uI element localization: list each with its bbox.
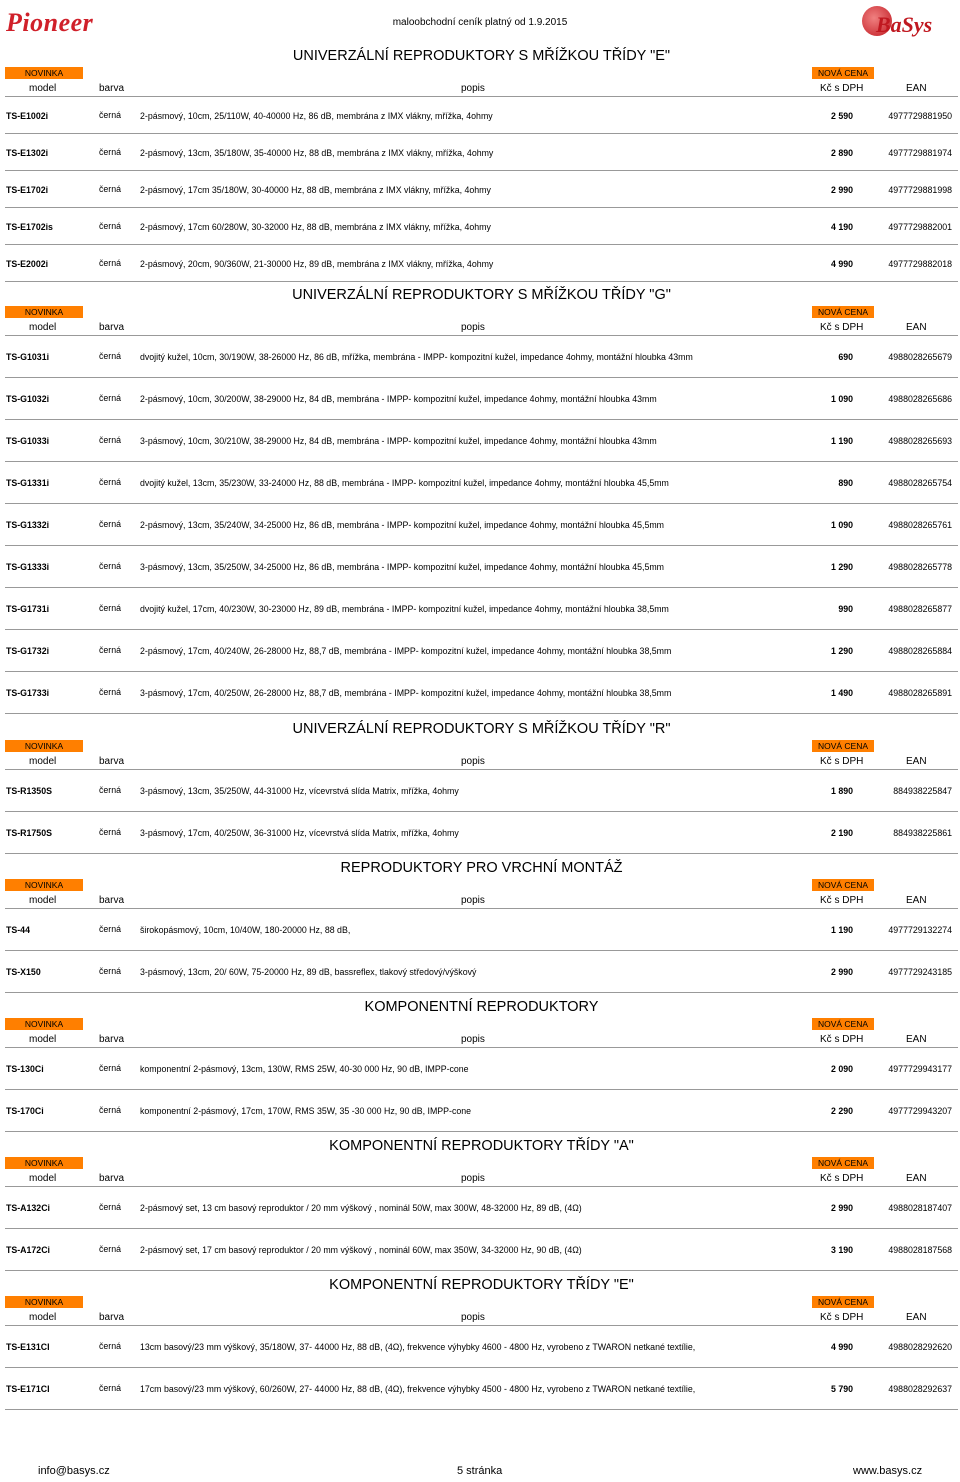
product-ean: 4977729882018: [888, 259, 952, 269]
section-title: KOMPONENTNÍ REPRODUKTORY: [364, 999, 599, 1015]
pioneer-logo: Pioneer: [6, 8, 94, 37]
basys-logo: [862, 4, 952, 44]
new-badge: NOVINKA: [5, 1296, 83, 1308]
section: [5, 1135, 958, 1271]
new-badge: NOVINKA: [5, 306, 83, 318]
column-header-price: Kč s DPH: [820, 756, 864, 767]
column-header-row: [5, 752, 958, 770]
product-price: 1 490: [830, 688, 853, 698]
product-description: 17cm basový/23 mm výškový, 60/260W, 27- 44000 Hz, 88 dB, (4Ω), frekvence výhybky 4500 - 4800 Hz, vyrobeno z TWARON netkané textílie,: [140, 1384, 696, 1394]
product-color: černá: [99, 1341, 122, 1351]
product-price: 990: [838, 604, 853, 614]
product-model: TS-G1032i: [6, 394, 50, 404]
product-price: 690: [838, 352, 853, 362]
new-price-badge: NOVÁ CENA: [812, 67, 874, 79]
product-description: 3-pásmový, 13cm, 20/ 60W, 75-20000 Hz, 89 dB, bassreflex, tlakový středový/výškový: [140, 967, 477, 977]
badge-row: [5, 1296, 958, 1308]
product-description: dvojitý kužel, 17cm, 40/230W, 30-23000 Hz, 89 dB, membrána - IMPP- kompozitní kužel, impedance 4ohmy, montážní hloubka 38,5mm: [140, 604, 669, 614]
column-header-color: barva: [99, 895, 125, 906]
product-color: černá: [99, 645, 122, 655]
product-color: černá: [99, 477, 122, 487]
table-row: [5, 420, 958, 462]
column-header-ean: EAN: [906, 83, 927, 94]
product-price: 4 990: [830, 259, 853, 269]
new-price-badge: NOVÁ CENA: [812, 1296, 874, 1308]
column-header-model: model: [29, 756, 57, 767]
column-header-model: model: [29, 83, 57, 94]
table-row: [5, 336, 958, 378]
product-color: černá: [99, 603, 122, 613]
section: [5, 857, 958, 993]
table-row: [5, 1326, 958, 1368]
product-model: TS-E1302i: [6, 148, 49, 158]
column-header-model: model: [29, 895, 57, 906]
product-model: TS-E171CI: [6, 1384, 50, 1394]
product-model: TS-G1331i: [6, 478, 50, 488]
column-header-description: popis: [461, 1312, 485, 1323]
product-price: 5 790: [830, 1384, 853, 1394]
table-row: [5, 588, 958, 630]
column-header-ean: EAN: [906, 756, 927, 767]
column-header-description: popis: [461, 1173, 485, 1184]
product-model: TS-170Ci: [6, 1106, 44, 1116]
product-color: černá: [99, 147, 122, 157]
product-price: 2 990: [830, 1203, 853, 1213]
product-ean: 4977729943207: [888, 1106, 952, 1116]
column-header-ean: EAN: [906, 1034, 927, 1045]
product-model: TS-G1332i: [6, 520, 50, 530]
section-title: KOMPONENTNÍ REPRODUKTORY TŘÍDY "A": [329, 1138, 634, 1154]
badge-row: [5, 306, 958, 318]
product-price: 1 890: [830, 786, 853, 796]
product-model: TS-A132Ci: [6, 1203, 50, 1213]
column-header-price: Kč s DPH: [820, 1173, 864, 1184]
column-header-price: Kč s DPH: [820, 895, 864, 906]
product-color: černá: [99, 258, 122, 268]
table-row: [5, 1090, 958, 1132]
basys-logo-text: BaSys: [876, 12, 933, 37]
column-header-ean: EAN: [906, 895, 927, 906]
product-ean: 4988028265891: [888, 688, 952, 698]
product-price: 1 290: [830, 562, 853, 572]
product-description: dvojitý kužel, 13cm, 35/230W, 33-24000 Hz, 88 dB, membrána - IMPP- kompozitní kužel, impedance 4ohmy, montážní hloubka 45,5mm: [140, 478, 669, 488]
product-price: 2 890: [830, 148, 853, 158]
product-model: TS-E1702is: [6, 222, 53, 232]
new-price-badge: NOVÁ CENA: [812, 1018, 874, 1030]
column-header-color: barva: [99, 1173, 125, 1184]
table-row: [5, 171, 958, 208]
product-price: 4 990: [830, 1342, 853, 1352]
product-model: TS-E1702i: [6, 185, 49, 195]
column-header-model: model: [29, 322, 57, 333]
product-ean: 4977729132274: [888, 925, 952, 935]
product-color: černá: [99, 435, 122, 445]
product-ean: 4988028265693: [888, 436, 952, 446]
column-header-price: Kč s DPH: [820, 1034, 864, 1045]
product-ean: 884938225847: [893, 786, 952, 796]
product-model: TS-R1350S: [6, 786, 52, 796]
table-row: [5, 1229, 958, 1271]
product-description: dvojitý kužel, 10cm, 30/190W, 38-26000 Hz, 86 dB, mřížka, membrána - IMPP- kompozitní kužel, impedance 4ohmy, montážní hloubka 43mm: [140, 352, 693, 362]
badge-row: [5, 879, 958, 891]
product-model: TS-G1333i: [6, 562, 50, 572]
product-price: 3 190: [830, 1245, 853, 1255]
column-header-row: [5, 1308, 958, 1326]
new-badge: NOVINKA: [5, 1018, 83, 1030]
product-ean: 4988028265679: [888, 352, 952, 362]
product-price: 1 290: [830, 646, 853, 656]
badge-row: [5, 1157, 958, 1169]
section: [5, 284, 958, 714]
column-header-color: barva: [99, 1312, 125, 1323]
new-price-badge: NOVÁ CENA: [812, 1157, 874, 1169]
product-price: 4 190: [830, 222, 853, 232]
product-color: černá: [99, 221, 122, 231]
product-price: 1 090: [830, 520, 853, 530]
product-color: černá: [99, 519, 122, 529]
product-description: 3-pásmový, 10cm, 30/210W, 38-29000 Hz, 84 dB, membrána - IMPP- kompozitní kužel, impedance 4ohmy, montážní hloubka 43mm: [140, 436, 657, 446]
product-color: černá: [99, 184, 122, 194]
product-description: 3-pásmový, 13cm, 35/250W, 34-25000 Hz, 86 dB, membrána - IMPP- kompozitní kužel, impedance 4ohmy, montážní hloubka 45,5mm: [140, 562, 664, 572]
product-model: TS-A172Ci: [6, 1245, 50, 1255]
column-header-description: popis: [461, 83, 485, 94]
section-title: UNIVERZÁLNÍ REPRODUKTORY S MŘÍŽKOU TŘÍDY "R": [292, 721, 671, 737]
product-color: černá: [99, 687, 122, 697]
new-badge: NOVINKA: [5, 740, 83, 752]
product-color: černá: [99, 1063, 122, 1073]
column-header-row: [5, 1030, 958, 1048]
product-description: komponentní 2-pásmový, 13cm, 130W, RMS 25W, 40-30 000 Hz, 90 dB, IMPP-cone: [140, 1064, 469, 1074]
product-model: TS-G1731i: [6, 604, 50, 614]
column-header-description: popis: [461, 756, 485, 767]
section-title: REPRODUKTORY PRO VRCHNÍ MONTÁŽ: [340, 860, 623, 876]
table-row: [5, 770, 958, 812]
product-price: 2 990: [830, 185, 853, 195]
product-price: 1 190: [830, 925, 853, 935]
product-color: černá: [99, 785, 122, 795]
footer-website[interactable]: www.basys.cz: [853, 1465, 923, 1477]
footer-email[interactable]: info@basys.cz: [38, 1465, 110, 1477]
product-color: černá: [99, 1244, 122, 1254]
section: [5, 1274, 958, 1410]
product-ean: 4988028265877: [888, 604, 952, 614]
product-color: černá: [99, 1202, 122, 1212]
product-model: TS-E131CI: [6, 1342, 50, 1352]
product-color: černá: [99, 1383, 122, 1393]
section-title: KOMPONENTNÍ REPRODUKTORY TŘÍDY "E": [329, 1277, 634, 1293]
product-description: 2-pásmový, 17cm, 40/240W, 26-28000 Hz, 88,7 dB, membrána - IMPP- kompozitní kužel, impedance 4ohmy, montážní hloubka 38,5mm: [140, 646, 672, 656]
badge-row: [5, 67, 958, 79]
column-header-row: [5, 1169, 958, 1187]
product-color: černá: [99, 966, 122, 976]
product-description: širokopásmový, 10cm, 10/40W, 180-20000 Hz, 88 dB,: [140, 925, 351, 935]
table-row: [5, 909, 958, 951]
product-ean: 4988028265754: [888, 478, 952, 488]
column-header-ean: EAN: [906, 1173, 927, 1184]
product-price: 2 090: [830, 1064, 853, 1074]
product-model: TS-X150: [6, 967, 41, 977]
table-row: [5, 208, 958, 245]
column-header-description: popis: [461, 1034, 485, 1045]
product-model: TS-G1733i: [6, 688, 50, 698]
table-row: [5, 546, 958, 588]
column-header-price: Kč s DPH: [820, 322, 864, 333]
new-badge: NOVINKA: [5, 1157, 83, 1169]
product-ean: 884938225861: [893, 828, 952, 838]
section: [5, 45, 958, 282]
product-ean: 4988028187568: [888, 1245, 952, 1255]
product-model: TS-E1002i: [6, 111, 49, 121]
product-model: TS-G1033i: [6, 436, 50, 446]
product-ean: 4988028292637: [888, 1384, 952, 1394]
table-row: [5, 1048, 958, 1090]
table-row: [5, 97, 958, 134]
table-row: [5, 951, 958, 993]
product-price: 2 190: [830, 828, 853, 838]
product-ean: 4977729881974: [888, 148, 952, 158]
product-price: 2 290: [830, 1106, 853, 1116]
column-header-model: model: [29, 1312, 57, 1323]
badge-row: [5, 740, 958, 752]
section-title: UNIVERZÁLNÍ REPRODUKTORY S MŘÍŽKOU TŘÍDY "G": [292, 287, 671, 303]
column-header-row: [5, 318, 958, 336]
column-header-color: barva: [99, 756, 125, 767]
product-description: 2-pásmový, 10cm, 25/110W, 40-40000 Hz, 86 dB, membrána z IMX vlákny, mřížka, 4ohmy: [140, 111, 493, 121]
column-header-row: [5, 79, 958, 97]
product-price: 1 090: [830, 394, 853, 404]
product-model: TS-R1750S: [6, 828, 52, 838]
section: [5, 718, 958, 854]
product-color: černá: [99, 1105, 122, 1115]
product-ean: 4977729881950: [888, 111, 952, 121]
table-row: [5, 504, 958, 546]
product-ean: 4977729882001: [888, 222, 952, 232]
product-ean: 4988028265686: [888, 394, 952, 404]
price-list-validity: maloobchodní ceník platný od 1.9.2015: [392, 17, 568, 28]
column-header-ean: EAN: [906, 1312, 927, 1323]
product-model: TS-G1031i: [6, 352, 50, 362]
product-model: TS-44: [6, 925, 30, 935]
column-header-ean: EAN: [906, 322, 927, 333]
column-header-row: [5, 891, 958, 909]
product-ean: 4977729881998: [888, 185, 952, 195]
badge-row: [5, 1018, 958, 1030]
product-description: 2-pásmový, 13cm, 35/180W, 35-40000 Hz, 88 dB, membrána z IMX vlákny, mřížka, 4ohmy: [140, 148, 494, 158]
product-color: černá: [99, 561, 122, 571]
product-description: 2-pásmový, 20cm, 90/360W, 21-30000 Hz, 89 dB, membrána z IMX vlákny, mřížka, 4ohmy: [140, 259, 494, 269]
column-header-price: Kč s DPH: [820, 83, 864, 94]
product-model: TS-E2002i: [6, 259, 49, 269]
table-row: [5, 1187, 958, 1229]
product-model: TS-130Ci: [6, 1064, 44, 1074]
footer-page-number: 5 stránka: [457, 1465, 503, 1477]
product-ean: 4988028265761: [888, 520, 952, 530]
product-color: černá: [99, 110, 122, 120]
table-row: [5, 630, 958, 672]
new-price-badge: NOVÁ CENA: [812, 306, 874, 318]
new-price-badge: NOVÁ CENA: [812, 879, 874, 891]
product-description: 2-pásmový, 13cm, 35/240W, 34-25000 Hz, 86 dB, membrána - IMPP- kompozitní kužel, impedance 4ohmy, montážní hloubka 45,5mm: [140, 520, 664, 530]
product-description: 2-pásmový, 17cm 60/280W, 30-32000 Hz, 88 dB, membrána z IMX vlákny, mřížka, 4ohmy: [140, 222, 491, 232]
product-description: 3-pásmový, 17cm, 40/250W, 36-31000 Hz, vícevrstvá slída Matrix, mřížka, 4ohmy: [140, 828, 459, 838]
column-header-color: barva: [99, 322, 125, 333]
table-row: [5, 812, 958, 854]
new-badge: NOVINKA: [5, 67, 83, 79]
product-ean: 4988028292620: [888, 1342, 952, 1352]
product-ean: 4977729243185: [888, 967, 952, 977]
column-header-description: popis: [461, 322, 485, 333]
product-price: 2 590: [830, 111, 853, 121]
product-color: černá: [99, 351, 122, 361]
product-ean: 4977729943177: [888, 1064, 952, 1074]
product-ean: 4988028265778: [888, 562, 952, 572]
column-header-model: model: [29, 1173, 57, 1184]
table-row: [5, 672, 958, 714]
column-header-color: barva: [99, 83, 125, 94]
product-color: černá: [99, 393, 122, 403]
column-header-price: Kč s DPH: [820, 1312, 864, 1323]
table-row: [5, 378, 958, 420]
product-description: 13cm basový/23 mm výškový, 35/180W, 37- 44000 Hz, 88 dB, (4Ω), frekvence výhybky 4600 - 4800 Hz, vyrobeno z TWARON netkané textílie,: [140, 1342, 696, 1352]
table-row: [5, 462, 958, 504]
column-header-model: model: [29, 1034, 57, 1045]
product-description: 2-pásmový set, 17 cm basový reproduktor / 20 mm výškový , nominál 60W, max 350W, 34-32000 Hz, 90 dB, (4Ω): [140, 1245, 582, 1255]
section-title: UNIVERZÁLNÍ REPRODUKTORY S MŘÍŽKOU TŘÍDY "E": [292, 48, 671, 64]
section: [5, 996, 958, 1132]
new-price-badge: NOVÁ CENA: [812, 740, 874, 752]
product-ean: 4988028187407: [888, 1203, 952, 1213]
new-badge: NOVINKA: [5, 879, 83, 891]
product-description: 2-pásmový, 10cm, 30/200W, 38-29000 Hz, 84 dB, membrána - IMPP- kompozitní kužel, impedance 4ohmy, montážní hloubka 43mm: [140, 394, 657, 404]
table-row: [5, 134, 958, 171]
column-header-description: popis: [461, 895, 485, 906]
product-price: 2 990: [830, 967, 853, 977]
product-color: černá: [99, 924, 122, 934]
product-description: 3-pásmový, 17cm, 40/250W, 26-28000 Hz, 88,7 dB, membrána - IMPP- kompozitní kužel, impedance 4ohmy, montážní hloubka 38,5mm: [140, 688, 672, 698]
product-price: 890: [838, 478, 853, 488]
table-row: [5, 1368, 958, 1410]
column-header-color: barva: [99, 1034, 125, 1045]
table-row: [5, 245, 958, 282]
product-description: 2-pásmový, 17cm 35/180W, 30-40000 Hz, 88 dB, membrána z IMX vlákny, mřížka, 4ohmy: [140, 185, 491, 195]
product-model: TS-G1732i: [6, 646, 50, 656]
product-description: 3-pásmový, 13cm, 35/250W, 44-31000 Hz, vícevrstvá slída Matrix, mřížka, 4ohmy: [140, 786, 459, 796]
product-ean: 4988028265884: [888, 646, 952, 656]
product-description: komponentní 2-pásmový, 17cm, 170W, RMS 35W, 35 -30 000 Hz, 90 dB, IMPP-cone: [140, 1106, 472, 1116]
product-description: 2-pásmový set, 13 cm basový reproduktor / 20 mm výškový , nominál 50W, max 300W, 48-32000 Hz, 89 dB, (4Ω): [140, 1203, 582, 1213]
product-price: 1 190: [830, 436, 853, 446]
product-color: černá: [99, 827, 122, 837]
